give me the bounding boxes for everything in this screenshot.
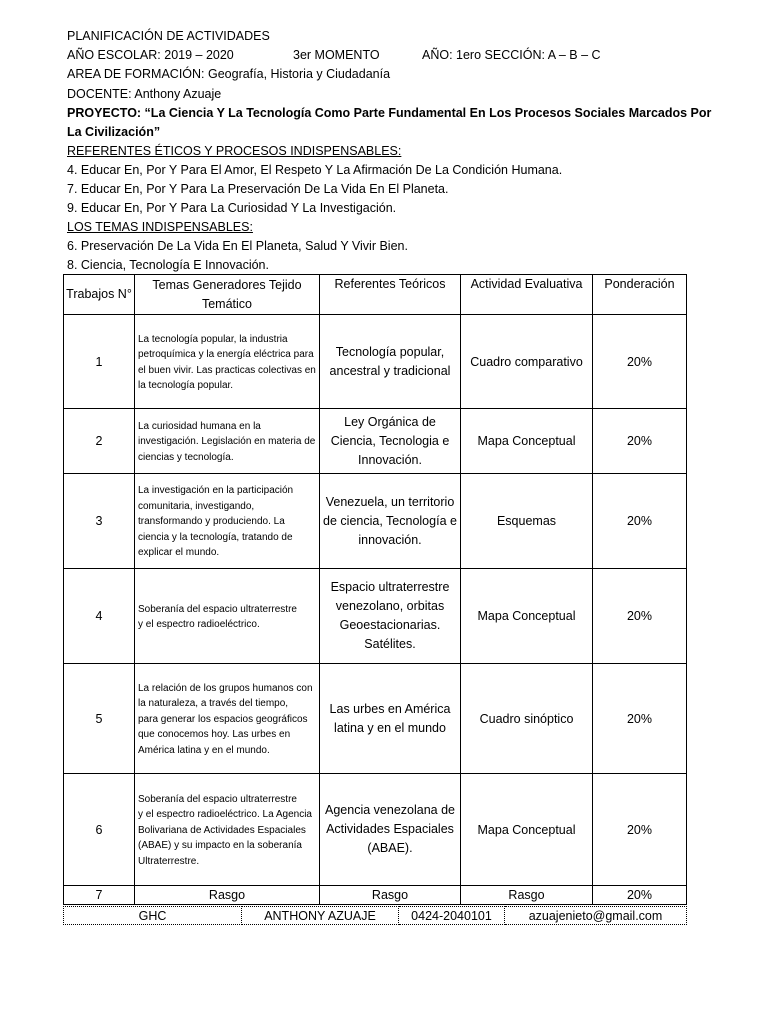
footer-phone: 0424-2040101: [399, 907, 505, 925]
row-ref: Rasgo: [320, 886, 461, 905]
activities-table: [63, 274, 687, 905]
header-tema: Temas Generadores Tejido Temático: [135, 275, 320, 315]
row-pond: 20%: [593, 474, 687, 569]
moment: 3er MOMENTO: [293, 48, 380, 62]
row-num: 1: [64, 315, 135, 409]
ethics-item: 9. Educar En, Por Y Para La Curiosidad Y La Investigación.: [67, 201, 397, 215]
row-tema: La relación de los grupos humanos con la naturaleza, a través del tiempo, para generar los espacios geográficos que conocemos hoy. Las urbes en América latina y en el mundo.: [135, 664, 320, 774]
table-row: [64, 474, 687, 569]
row-act: Rasgo: [461, 886, 593, 905]
row-ref: Agencia venezolana de Actividades Espaciales (ABAE).: [320, 774, 461, 886]
school-year: AÑO ESCOLAR: 2019 – 2020: [67, 48, 234, 62]
theme-item: 8. Ciencia, Tecnología E Innovación.: [67, 258, 269, 272]
header-num: Trabajos N°: [64, 275, 135, 315]
row-pond: 20%: [593, 886, 687, 905]
header-pond: Ponderación: [593, 275, 687, 315]
row-ref: Venezuela, un territorio de ciencia, Tecnología e innovación.: [320, 474, 461, 569]
footer-table: [63, 906, 687, 925]
row-tema: La tecnología popular, la industria petroquímica y la energía eléctrica para el buen vivir. Las practicas colectivas en la tecnología popular.: [135, 315, 320, 409]
table-header-row: [64, 275, 687, 315]
footer-email: azuajenieto@gmail.com: [505, 907, 687, 925]
row-pond: 20%: [593, 664, 687, 774]
row-act: Cuadro sinóptico: [461, 664, 593, 774]
table-row: [64, 409, 687, 474]
row-act: Cuadro comparativo: [461, 315, 593, 409]
doc-title: PLANIFICACIÓN DE ACTIVIDADES: [67, 29, 270, 43]
header-act: Actividad Evaluativa: [461, 275, 593, 315]
section: AÑO: 1ero SECCIÓN: A – B – C: [422, 48, 601, 62]
ethics-item: 4. Educar En, Por Y Para El Amor, El Respeto Y La Afirmación De La Condición Humana.: [67, 163, 563, 177]
header-ref: Referentes Teóricos: [320, 275, 461, 315]
row-tema: La investigación en la participación comunitaria, investigando, transformando y produciendo. La ciencia y la tecnología, tratando de explicar el mundo.: [135, 474, 320, 569]
row-pond: 20%: [593, 774, 687, 886]
ethics-heading: REFERENTES ÉTICOS Y PROCESOS INDISPENSABLES:: [67, 144, 402, 158]
row-tema: Rasgo: [135, 886, 320, 905]
row-pond: 20%: [593, 315, 687, 409]
themes-heading: LOS TEMAS INDISPENSABLES:: [67, 220, 253, 234]
row-act: Esquemas: [461, 474, 593, 569]
project: PROYECTO: “La Ciencia Y La Tecnología Como Parte Fundamental En Los Procesos Sociales Marcados Por La Civilización”: [67, 106, 712, 139]
footer-subject: GHC: [64, 907, 242, 925]
row-num: 5: [64, 664, 135, 774]
row-ref: Las urbes en América latina y en el mundo: [320, 664, 461, 774]
row-ref: Espacio ultraterrestre venezolano, orbitas Geoestacionarias. Satélites.: [320, 569, 461, 664]
row-num: 4: [64, 569, 135, 664]
row-act: Mapa Conceptual: [461, 774, 593, 886]
area: AREA DE FORMACIÓN: Geografía, Historia y Ciudadanía: [67, 67, 391, 81]
row-tema: Soberanía del espacio ultraterrestre y el espectro radioeléctrico.: [135, 569, 320, 664]
row-ref: Ley Orgánica de Ciencia, Tecnologia e Innovación.: [320, 409, 461, 474]
row-tema: La curiosidad humana en la investigación. Legislación en materia de ciencias y tecnología.: [135, 409, 320, 474]
year-line: [67, 46, 717, 65]
row-ref: Tecnología popular, ancestral y tradicional: [320, 315, 461, 409]
row-num: 2: [64, 409, 135, 474]
table-row: [64, 886, 687, 905]
table-row: [64, 315, 687, 409]
ethics-item: 7. Educar En, Por Y Para La Preservación De La Vida En El Planeta.: [67, 182, 449, 196]
row-pond: 20%: [593, 569, 687, 664]
row-num: 7: [64, 886, 135, 905]
teacher: DOCENTE: Anthony Azuaje: [67, 87, 222, 101]
row-pond: 20%: [593, 409, 687, 474]
row-tema: Soberanía del espacio ultraterrestre y el espectro radioeléctrico. La Agencia Bolivariana de Actividades Espaciales (ABAE) y su impacto en la soberanía Ultraterrestre.: [135, 774, 320, 886]
table-row: [64, 774, 687, 886]
footer-name: ANTHONY AZUAJE: [242, 907, 399, 925]
footer-row: [64, 907, 687, 925]
row-num: 3: [64, 474, 135, 569]
table-row: [64, 664, 687, 774]
row-num: 6: [64, 774, 135, 886]
row-act: Mapa Conceptual: [461, 569, 593, 664]
theme-item: 6. Preservación De La Vida En El Planeta, Salud Y Vivir Bien.: [67, 239, 408, 253]
row-act: Mapa Conceptual: [461, 409, 593, 474]
table-row: [64, 569, 687, 664]
